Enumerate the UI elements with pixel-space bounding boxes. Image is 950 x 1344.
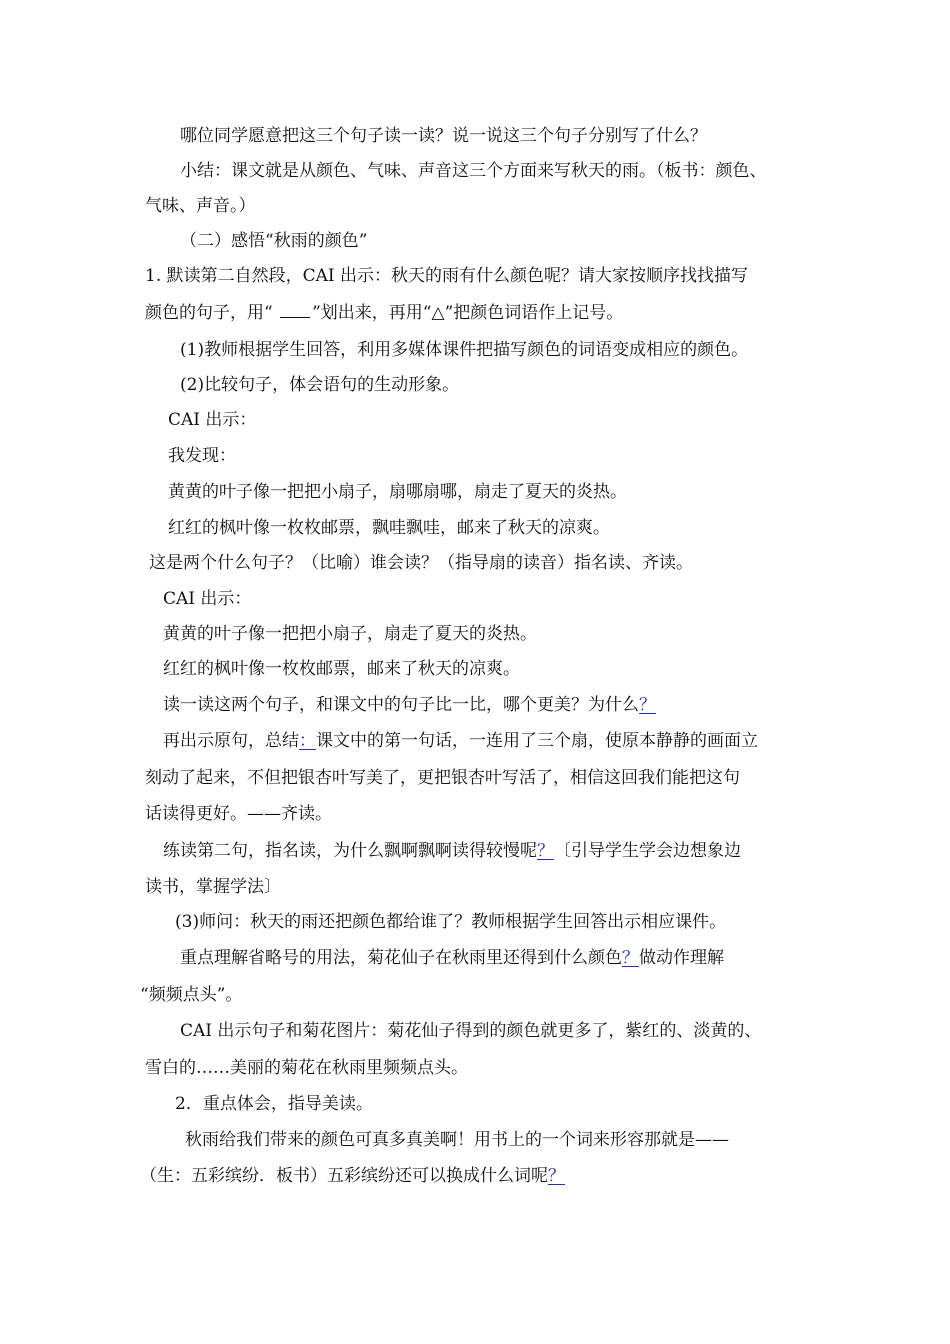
revision-mark: ？ <box>548 1166 565 1186</box>
revision-mark: ？ <box>537 841 554 861</box>
line-text: 颜色的句子，用“ <box>145 303 279 323</box>
paragraph-line: 雪白的……美丽的菊花在秋雨里频频点头。 <box>145 1058 468 1078</box>
paragraph-line: CAI 出示： <box>168 410 257 430</box>
revision-mark: ？ <box>639 695 656 715</box>
line-text: ”划出来，再用“△”把颜色词语作上记号。 <box>312 303 624 323</box>
paragraph-line: 1. 默读第二自然段，CAI 出示：秋天的雨有什么颜色呢？请大家按顺序找找描写 <box>145 266 749 286</box>
paragraph-line: 我发现： <box>168 446 236 466</box>
paragraph-line: (3)师问：秋天的雨还把颜色都给谁了？教师根据学生回答出示相应课件。 <box>175 912 727 932</box>
paragraph-line: 秋雨给我们带来的颜色可真多真美啊！用书上的一个词来形容那就是—— <box>185 1130 729 1150</box>
paragraph-line: 哪位同学愿意把这三个句子读一读？说一说这三个句子分别写了什么？ <box>180 126 707 146</box>
line-text: 做动作理解 <box>639 948 724 968</box>
paragraph-line: 2．重点体会，指导美读。 <box>175 1094 373 1114</box>
paragraph-line: 读书，掌握学法〕 <box>145 877 281 897</box>
line-text: 读一读这两个句子，和课文中的句子比一比，哪个更美？为什么 <box>163 695 639 715</box>
paragraph-line <box>163 839 741 863</box>
paragraph-line: 黄黄的叶子像一把把小扇子，扇走了夏天的炎热。 <box>163 624 537 644</box>
paragraph-line: “频频点头”。 <box>140 985 243 1005</box>
line-text: 再出示原句，总结 <box>163 731 299 751</box>
paragraph-line: 红红的枫叶像一枚枚邮票，邮来了秋天的凉爽。 <box>163 659 520 679</box>
paragraph-line: CAI 出示句子和菊花图片：菊花仙子得到的颜色就更多了，紫红的、淡黄的、 <box>180 1021 762 1041</box>
paragraph-line: 小结：课文就是从颜色、气味、声音这三个方面来写秋天的雨。（板书：颜色、 <box>180 161 767 181</box>
paragraph-line: 黄黄的叶子像一把把小扇子，扇哪扇哪，扇走了夏天的炎热。 <box>168 482 627 502</box>
line-text: 重点理解省略号的用法，菊花仙子在秋雨里还得到什么颜色 <box>180 948 622 968</box>
paragraph-line: 气味、声音。） <box>145 196 256 216</box>
line-text: （生：五彩缤纷．板书）五彩缤纷还可以换成什么词呢 <box>140 1166 548 1186</box>
revision-mark: ： <box>299 731 316 751</box>
paragraph-line <box>180 946 724 970</box>
paragraph-line: (1)教师根据学生回答，利用多媒体课件把描写颜色的词语变成相应的颜色。 <box>180 340 749 360</box>
paragraph-line <box>140 1164 565 1188</box>
paragraph-line <box>163 693 656 717</box>
line-text: 练读第二句，指名读，为什么飘啊飘啊读得较慢呢 <box>163 841 537 861</box>
section-heading: （二）感悟“秋雨的颜色” <box>180 231 368 251</box>
paragraph-line: 话读得更好。——齐读。 <box>145 804 332 824</box>
revision-mark: ？ <box>622 948 639 968</box>
paragraph-line: 这是两个什么句子？（比喻）谁会读？（指导扇的读音）指名读、齐读。 <box>149 553 693 573</box>
paragraph-line <box>163 729 758 753</box>
paragraph-line: CAI 出示： <box>163 589 252 609</box>
line-text: 〔引导学生学会边想象边 <box>554 841 741 861</box>
paragraph-line: 红红的枫叶像一枚枚邮票，飘哇飘哇，邮来了秋天的凉爽。 <box>168 518 610 538</box>
underline-blank-mark <box>280 303 310 318</box>
paragraph-line: 刻动了起来，不但把银杏叶写美了，更把银杏叶写活了，相信这回我们能把这句 <box>145 768 740 788</box>
paragraph-line: (2)比较句子，体会语句的生动形象。 <box>180 375 460 395</box>
paragraph-line <box>145 301 623 325</box>
line-text: 课文中的第一句话，一连用了三个扇，使原本静静的画面立 <box>316 731 758 751</box>
